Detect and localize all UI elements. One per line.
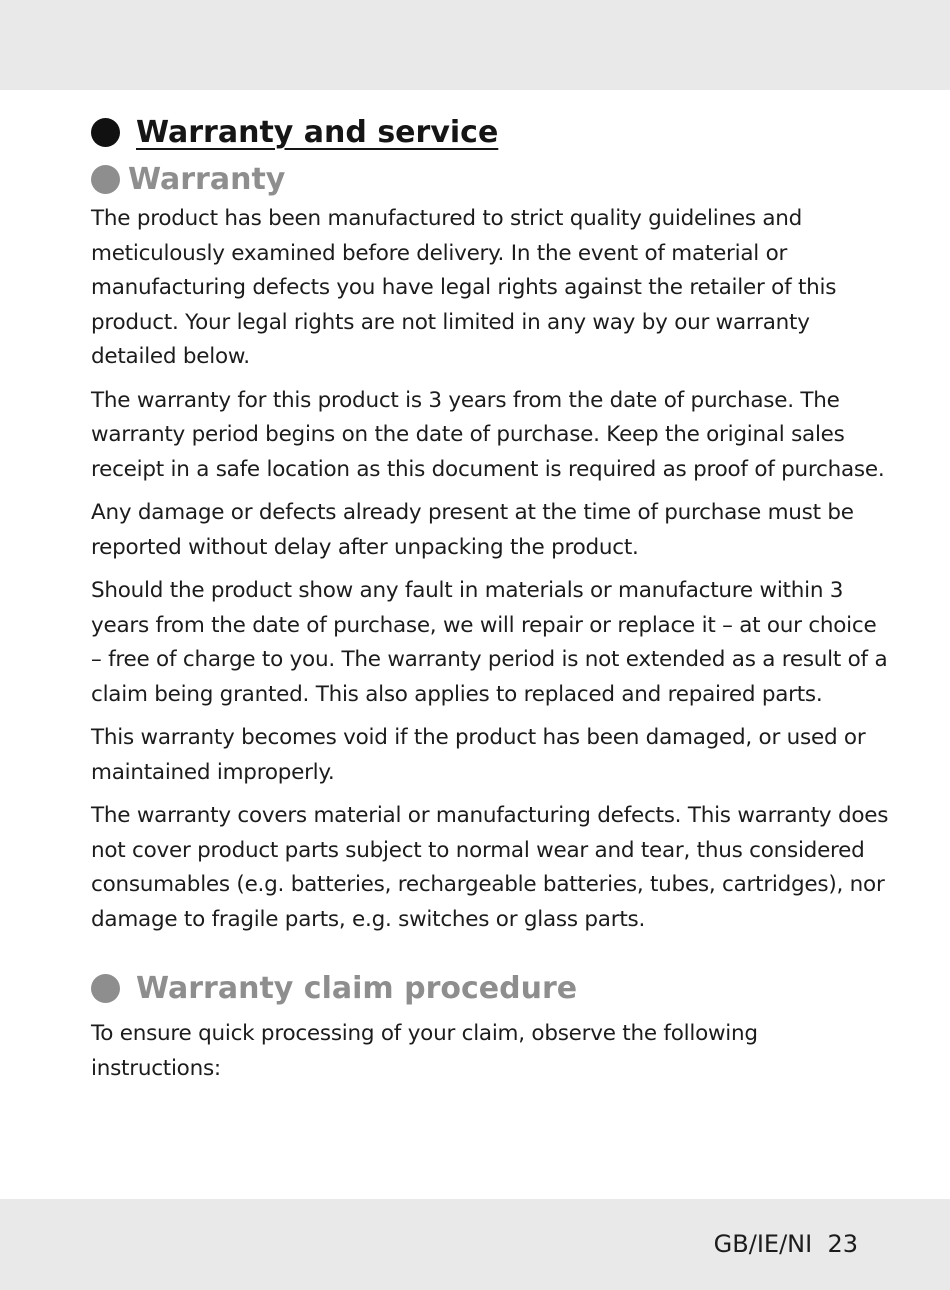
paragraph: The warranty covers material or manufacturing defects. This warranty does not cover product parts subject to normal wear and tear, thus considered consumables (e.g. batteries, rechargeable batteries, tubes, cartridges), nor damage to fragile parts, e.g. switches or glass parts. xyxy=(91,803,889,932)
paragraph: Should the product show any fault in materials or manufacture within 3 years from the date of purchase, we will repair or replace it – at our choice – free of charge to you. The warranty period is not extended as a result of a claim being granted. This also applies to replaced and repaired parts. xyxy=(91,578,888,707)
claim-intro-paragraph: To ensure quick processing of your claim, observe the following instructions: xyxy=(91,1021,758,1081)
paragraph: The product has been manufactured to strict quality guidelines and meticulously examined before delivery. In the event of material or manufacturing defects you have legal rights against the retailer of this product. Your legal rights are not limited in any way by our warranty detailed below. xyxy=(91,206,837,369)
footer-region: GB/IE/NI xyxy=(713,1230,813,1258)
page-content xyxy=(91,108,891,1095)
claim-procedure-subtitle: Warranty claim procedure xyxy=(136,970,578,1006)
page-footer xyxy=(714,1230,858,1258)
top-margin-band xyxy=(0,0,950,90)
paragraph: Any damage or defects already present at the time of purchase must be reported without delay after unpacking the product. xyxy=(91,500,854,560)
section-heading xyxy=(91,108,891,156)
page-number: 23 xyxy=(827,1230,858,1258)
bullet-icon xyxy=(91,118,120,147)
bullet-icon xyxy=(91,165,120,194)
warranty-subtitle: Warranty xyxy=(128,161,286,197)
paragraph: This warranty becomes void if the product has been damaged, or used or maintained improperly. xyxy=(91,725,866,785)
section-title: Warranty and service xyxy=(136,114,499,150)
paragraph: The warranty for this product is 3 years from the date of purchase. The warranty period begins on the date of purchase. Keep the original sales receipt in a safe location as this document is required as proof of purchase. xyxy=(91,387,885,482)
claim-procedure-subheading xyxy=(91,965,891,1011)
bullet-icon xyxy=(91,974,120,1003)
warranty-subheading xyxy=(91,156,891,202)
